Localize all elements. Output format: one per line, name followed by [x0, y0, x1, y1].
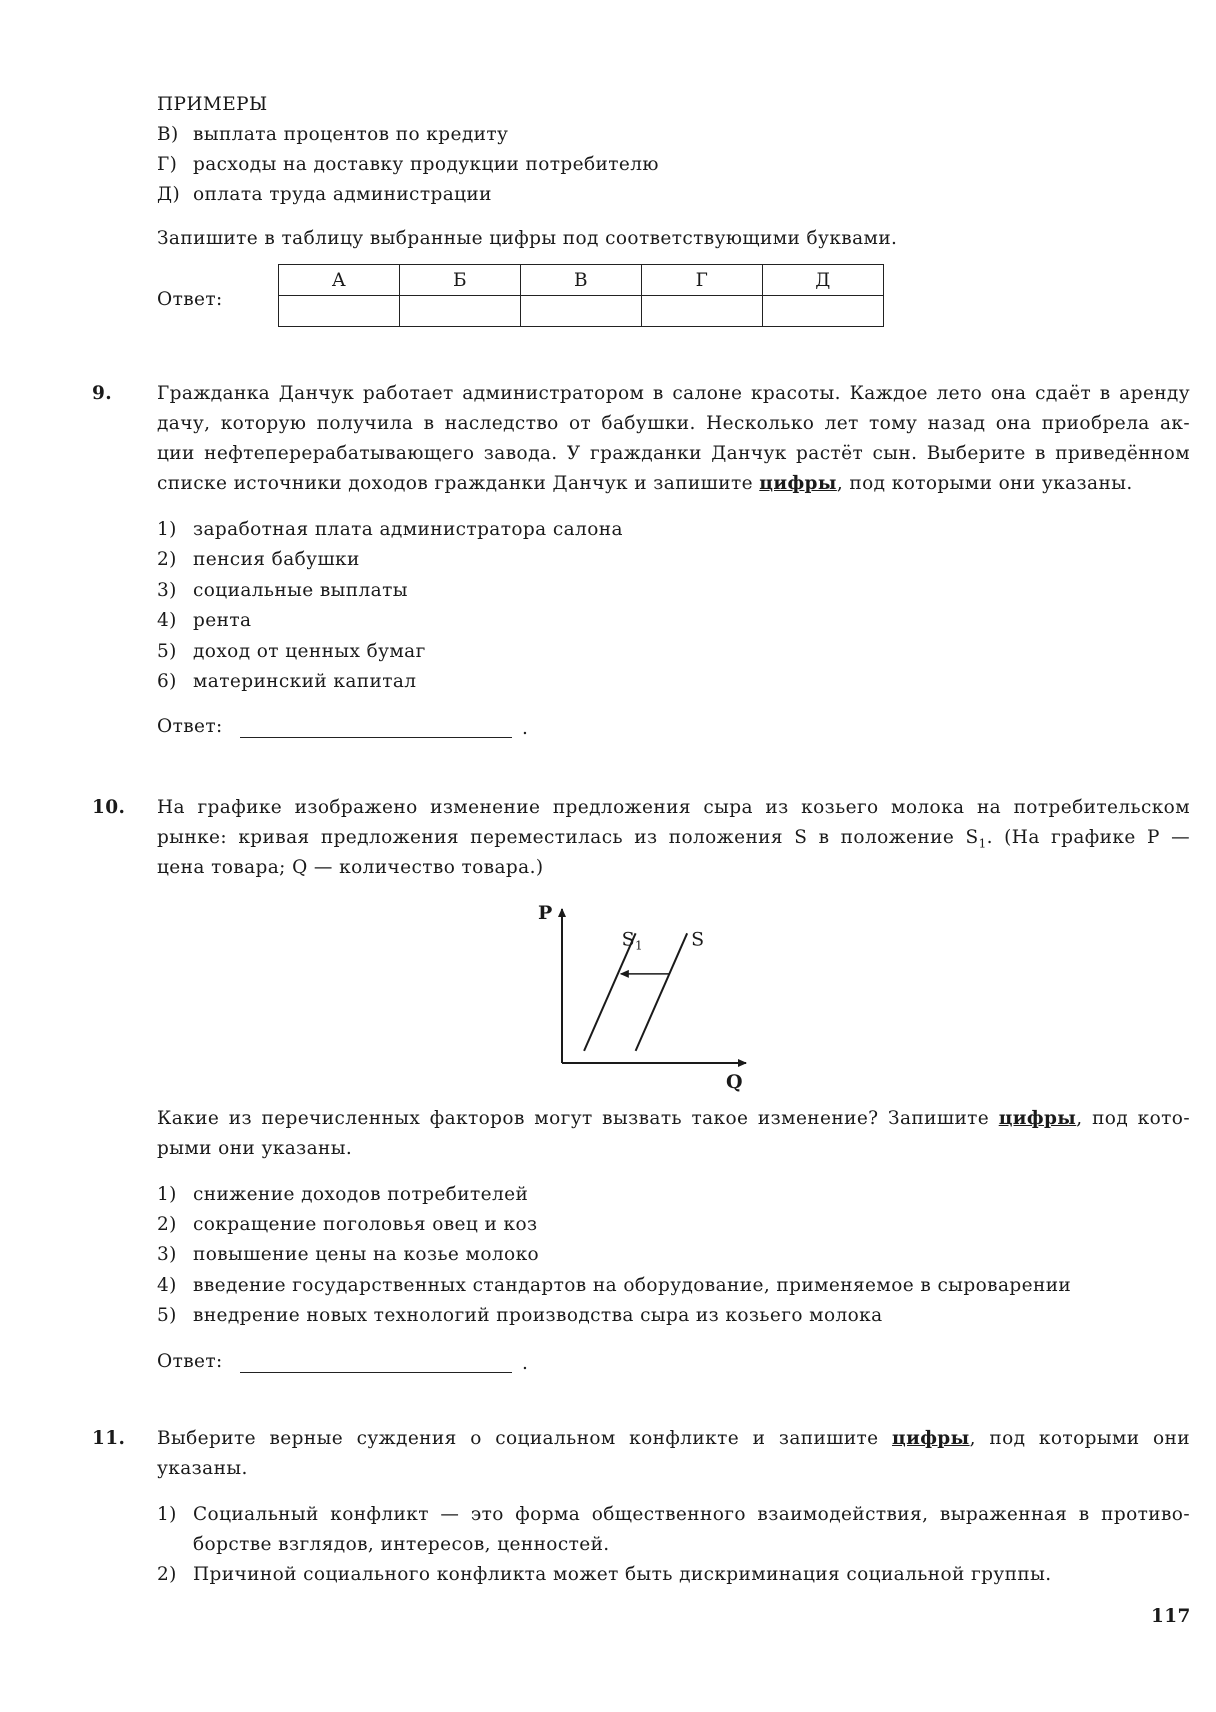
supply-shift-chart: [530, 895, 760, 1095]
option-text: Социальный конфликт — это форма общественного взаимодействия, выраженная в противо-: [193, 1504, 1190, 1525]
emphasis-digits: цифры: [759, 473, 837, 494]
question-number: 9.: [92, 383, 113, 404]
option-number: 2): [157, 1564, 177, 1585]
table-header-d: Д: [763, 265, 884, 296]
text-part: Какие из перечисленных факторов могут вызвать такое изменение? Запишите: [157, 1108, 999, 1129]
text-part: , под которыми они указаны.: [836, 473, 1133, 494]
y-axis-label: P: [538, 902, 553, 924]
emphasis-digits: цифры: [998, 1108, 1077, 1129]
question-number: 11.: [92, 1428, 126, 1449]
curve-label-s1: [622, 928, 643, 952]
table-header-a: А: [279, 265, 400, 296]
answer-cell[interactable]: [763, 296, 884, 327]
answer-end-dot: .: [522, 718, 529, 739]
table-instruction: Запишите в таблицу выбранные цифры под соответствующими буквами.: [157, 228, 898, 249]
option-text: пенсия бабушки: [193, 549, 360, 570]
option-text: заработная плата администратора салона: [193, 519, 623, 540]
answer-table: [278, 264, 884, 327]
question-text-line: [157, 1107, 1190, 1131]
question-text-line: Гражданка Данчук работает администратором в салоне красоты. Каждое лето она сдаёт в аренду: [157, 383, 1190, 404]
option-number: 5): [157, 1305, 177, 1326]
option-text: доход от ценных бумаг: [193, 641, 426, 662]
question-text-line: [157, 472, 1133, 496]
question-text-line: цена товара; Q — количество товара.): [157, 857, 544, 878]
text-part: списке источники доходов гражданки Данчук и запишите: [157, 473, 760, 494]
subscript: 1: [978, 836, 987, 851]
option-number: 4): [157, 1275, 177, 1296]
example-text: расходы на доставку продукции потребителю: [193, 154, 659, 175]
question-text-line: На графике изображено изменение предложения сыра из козьего молока на потребительском: [157, 797, 1190, 818]
example-text: выплата процентов по кредиту: [193, 124, 509, 145]
option-number: 3): [157, 580, 177, 601]
answer-label: Ответ:: [157, 289, 223, 310]
option-number: 1): [157, 1504, 177, 1525]
option-number: 4): [157, 610, 177, 631]
question-text-line: рыми они указаны.: [157, 1138, 353, 1159]
option-number: 1): [157, 519, 177, 540]
answer-cell[interactable]: [279, 296, 400, 327]
emphasis-digits: цифры: [892, 1428, 970, 1449]
option-text: материнский капитал: [193, 671, 417, 692]
table-header-v: В: [521, 265, 642, 296]
option-text: внедрение новых технологий производства сыра из козьего молока: [193, 1305, 883, 1326]
answer-blank[interactable]: [240, 715, 512, 738]
supply-curve-s: [636, 933, 688, 1051]
option-number: 1): [157, 1184, 177, 1205]
label-main: S: [621, 928, 636, 951]
option-number: 3): [157, 1244, 177, 1265]
answer-label: Ответ:: [157, 716, 223, 737]
answer-cell[interactable]: [400, 296, 521, 327]
answer-blank[interactable]: [240, 1350, 512, 1373]
page-number: 117: [1151, 1606, 1191, 1627]
option-text: снижение доходов потребителей: [193, 1184, 529, 1205]
supply-curve-s1: [584, 933, 636, 1051]
question-text-line: указаны.: [157, 1458, 248, 1479]
option-number: 2): [157, 549, 177, 570]
example-letter: Г): [157, 154, 178, 175]
example-letter: В): [157, 124, 179, 145]
question-text-line: [157, 826, 1190, 856]
option-number: 5): [157, 641, 177, 662]
curve-label-s: S: [691, 928, 705, 951]
example-letter: Д): [157, 184, 181, 205]
question-text-line: [157, 1427, 1190, 1451]
option-number: 2): [157, 1214, 177, 1235]
option-text: борстве взглядов, интересов, ценностей.: [193, 1534, 610, 1555]
option-number: 6): [157, 671, 177, 692]
option-text: Причиной социального конфликта может быть дискриминация социальной группы.: [193, 1564, 1052, 1585]
question-text-line: дачу, которую получила в наследство от бабушки. Несколько лет тому назад она приобрела ак-: [157, 413, 1190, 434]
table-header-b: Б: [400, 265, 521, 296]
option-text: сокращение поголовья овец и коз: [193, 1214, 538, 1235]
x-axis-label: Q: [726, 1071, 743, 1093]
example-text: оплата труда администрации: [193, 184, 492, 205]
answer-label: Ответ:: [157, 1351, 223, 1372]
text-part: , под которыми они: [969, 1428, 1190, 1449]
option-text: повышение цены на козье молоко: [193, 1244, 540, 1265]
option-text: социальные выплаты: [193, 580, 408, 601]
question-number: 10.: [92, 797, 126, 818]
answer-cell[interactable]: [642, 296, 763, 327]
table-header-g: Г: [642, 265, 763, 296]
text-part: . (На графике P —: [986, 827, 1191, 848]
text-part: рынке: кривая предложения переместилась из положения S в положение S: [157, 827, 979, 848]
examples-heading: ПРИМЕРЫ: [157, 94, 268, 115]
text-part: , под кото-: [1076, 1108, 1190, 1129]
label-sub: 1: [635, 938, 644, 953]
option-text: рента: [193, 610, 252, 631]
answer-end-dot: .: [522, 1353, 529, 1374]
answer-cell[interactable]: [521, 296, 642, 327]
option-text: введение государственных стандартов на оборудование, применяемое в сыроварении: [193, 1275, 1072, 1296]
question-text-line: ции нефтеперерабатывающего завода. У гражданки Данчук растёт сын. Выберите в приведённом: [157, 443, 1190, 464]
text-part: Выберите верные суждения о социальном конфликте и запишите: [157, 1428, 893, 1449]
